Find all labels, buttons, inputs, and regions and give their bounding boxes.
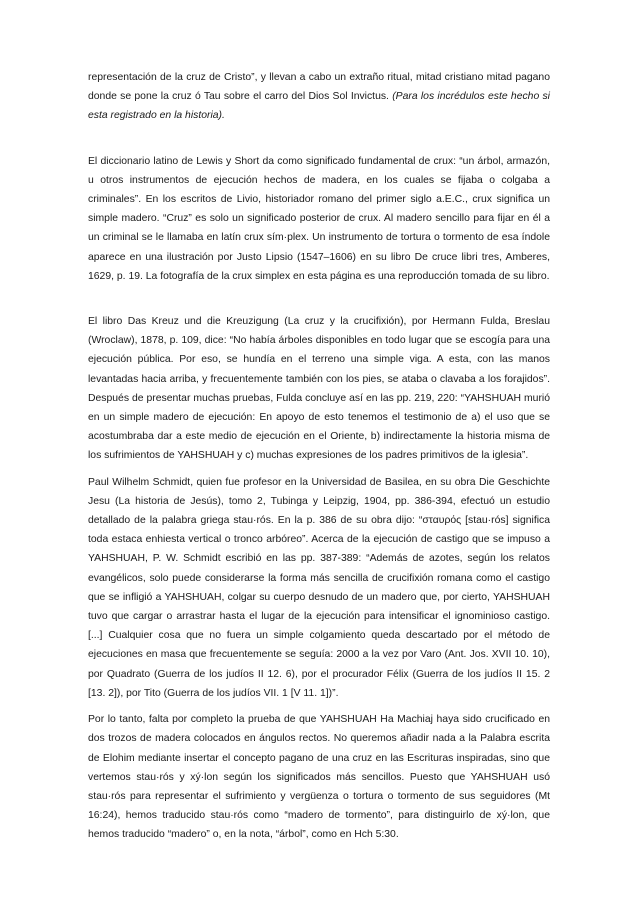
paragraph-spacer	[88, 286, 550, 305]
paragraph-spacer	[88, 145, 550, 152]
paragraph-spacer	[88, 703, 550, 710]
paragraph-spacer	[88, 126, 550, 145]
paragraph-cross-ritual	[88, 68, 550, 126]
paragraph-schmidt: Paul Wilhelm Schmidt, quien fue profesor en la Universidad de Basilea, en su obra Die Geschichte Jesu (La historia de Jesús), tomo 2, Tubinga y Leipzig, 1904, pp. 386-394, efectuó un estudio detallado de la palabra griega stau·rós. En la p. 386 de su obra dijo: “σταυρός [stau·rós] significa toda estaca enhiesta vertical o tronco arbóreo”. Acerca de la ejecución de castigo que se impuso a YAHSHUAH, P. W. Schmidt escribió en las pp. 387-389: “Además de azotes, según los relatos evangélicos, solo puede considerarse la forma más sencilla de crucifixión romana como el castigo que se infligió a YAHSHUAH, colgar su cuerpo desnudo de un madero que, por cierto, YAHSHUAH tuvo que cargar o arrastrar hasta el lugar de la ejecución para intensificar el ignominioso castigo. [...] Cualquier cosa que no fuera un simple colgamiento queda descartado por el método de ejecuciones en masa que frecuentemente se seguía: 2000 a la vez por Varo (Ant. Jos. XVII 10. 10), por Quadrato (Guerra de los judíos II 12. 6), por el procurador Félix (Guerra de los judíos II 15. 2 [13. 2]), por Tito (Guerra de los judíos VII. 1 [V 11. 1])”.	[88, 476, 550, 699]
paragraph-spacer	[88, 305, 550, 312]
paragraph-lewis-short: El diccionario latino de Lewis y Short da como significado fundamental de crux: “un árbol, armazón, u otros instrumentos de ejecución hechos de madera, en los cuales se fijaba o colgaba a criminales”. En los escritos de Livio, historiador romano del primer siglo a.E.C., crux significa un simple madero. “Cruz” es solo un significado posterior de crux. Al madero sencillo para fijar en él a un criminal se le llamaba en latín crux sím·plex. Un instrumento de tortura o tormento de esa índole aparece en una ilustración por Justo Lipsio (1547–1606) en su libro De cruce libri tres, Amberes, 1629, p. 19. La fotografía de la crux simplex en esta página es una reproducción tomada de su libro.	[88, 155, 550, 282]
document-body	[88, 68, 550, 845]
paragraph-text: representación de la cruz de Cristo”, y llevan a cabo un extraño ritual, mitad cristiano mitad pagano donde se pone la cruz ó Tau sobre el carro del Dios Sol Invictus.	[88, 72, 550, 103]
italic-note: (Para los incrédulos este hecho si esta registrado en la historia).	[88, 91, 550, 122]
paragraph-fulda: El libro Das Kreuz und die Kreuzigung (La cruz y la crucifixión), por Hermann Fulda, Breslau (Wroclaw), 1878, p. 109, dice: “No había árboles disponibles en todo lugar que se escogía para una ejecución pública. Por eso, se hundía en el terreno una simple viga. A esta, con las manos levantadas hacia arriba, y frecuentemente también con los pies, se ataba o clavaba a los forajidos”. Después de presentar muchas pruebas, Fulda concluye así en las pp. 219, 220: “YAHSHUAH murió en un simple madero de ejecución: En apoyo de esto tenemos el testimonio de a) el uso que se acostumbraba dar a este medio de ejecución en el Oriente, b) indirectamente la historia misma de los sufrimientos de YAHSHUAH y c) muchas expresiones de los padres primitivos de la iglesia”.	[88, 316, 550, 462]
paragraph-conclusion: Por lo tanto, falta por completo la prueba de que YAHSHUAH Ha Machiaj haya sido crucificado en dos trozos de madera colocados en ángulos rectos. No queremos añadir nada a la Palabra escrita de Elohim mediante insertar el concepto pagano de una cruz en las Escrituras inspiradas, sino que vertemos stau·rós y xý·lon según los significados más sencillos. Puesto que YAHSHUAH usó stau·rós para representar el sufrimiento y vergüenza o tortura o tormento de sus seguidores (Mt 16:24), hemos traducido stau·rós como “madero de tormento”, para distinguirlo de xý·lon, que hemos traducido “madero” o, en la nota, “árbol”, como en Hch 5:30.	[88, 714, 550, 841]
paragraph-spacer	[88, 466, 550, 473]
